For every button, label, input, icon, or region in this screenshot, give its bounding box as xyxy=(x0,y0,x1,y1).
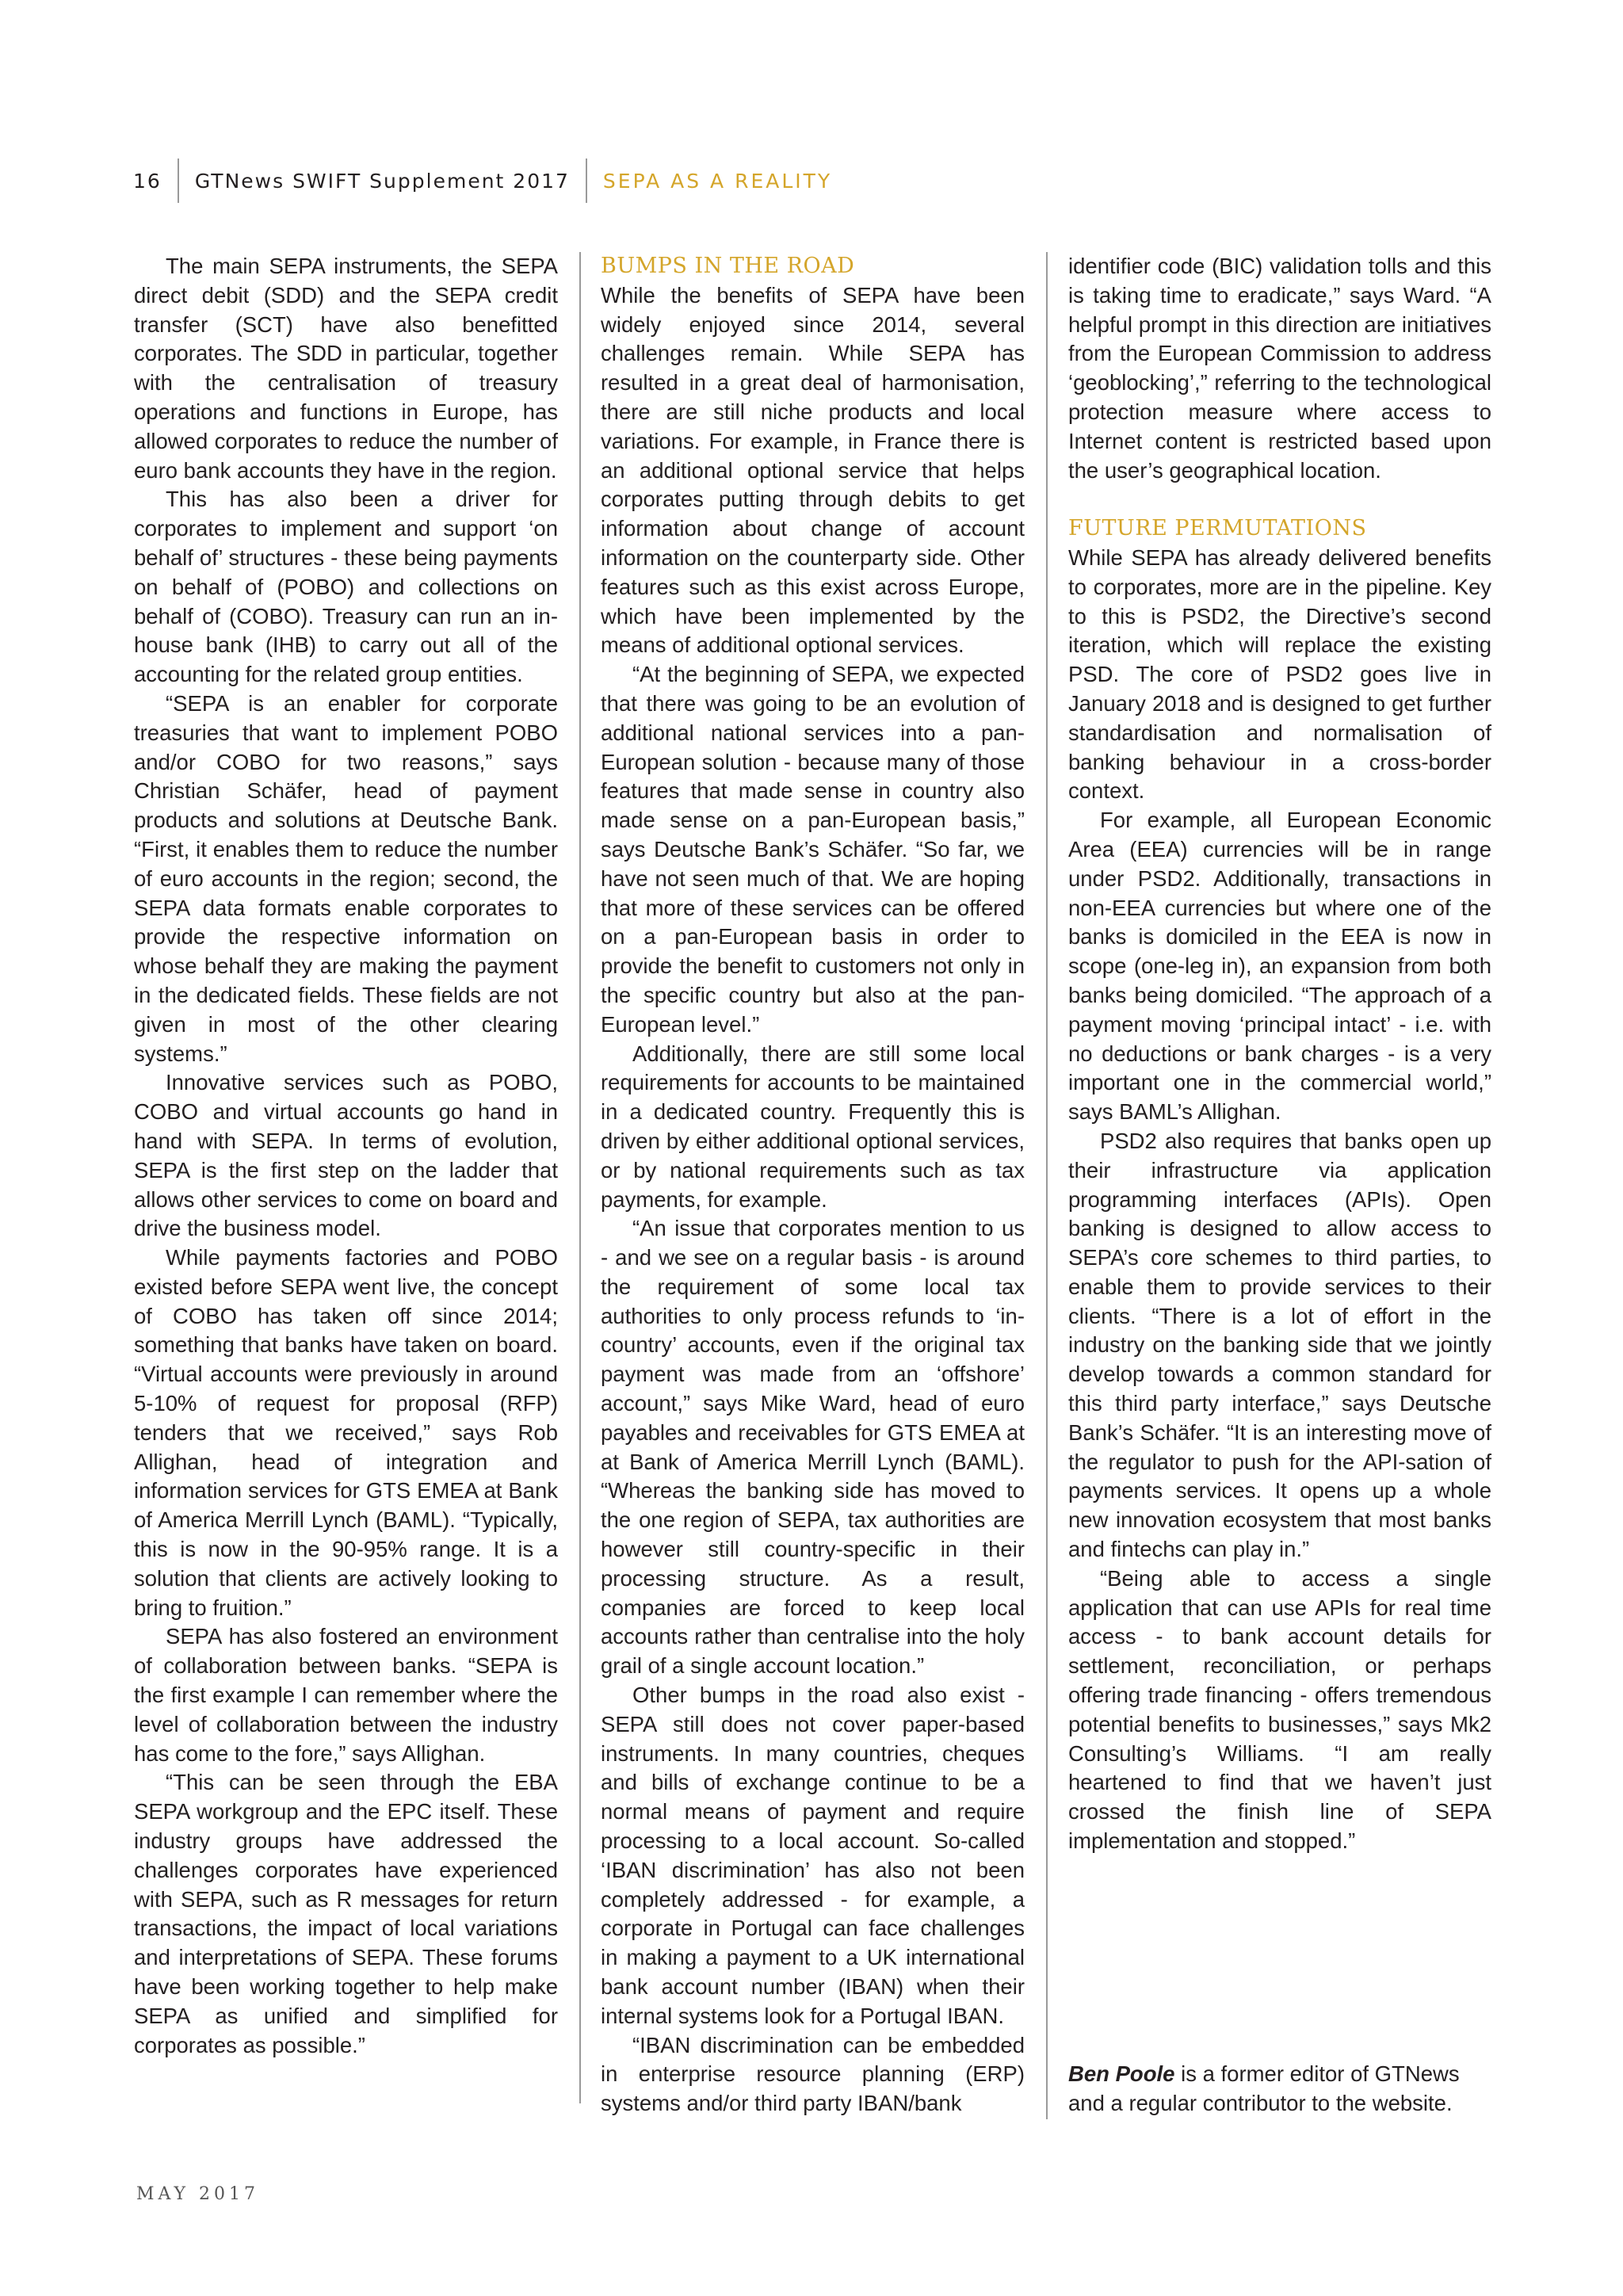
author-name: Ben Poole xyxy=(1068,2061,1175,2086)
section-heading: BUMPS IN THE ROAD xyxy=(601,254,855,278)
author-bio-text: is a former editor of GTNews and a regular contributor to the website. xyxy=(1068,2061,1460,2115)
article-paragraph: “An issue that corporates mention to us - and we see on a regular basis - is around the requirement of some local tax authorities to only process refunds to ‘in-country’ accounts, even if the original tax payment was made from an ‘offshore’ account,” says Mike Ward, head of euro payables and receivables for GTS EMEA at at Bank of America Merrill Lynch (BAML). “Whereas the banking side has moved to the one region of SEPA, tax authorities are however still country-specific in their processing structure. As a result, companies are forced to keep local accounts rather than centralise into the holy grail of a single account location.” xyxy=(601,1216,1025,1679)
column-divider xyxy=(579,252,581,2103)
article-paragraph: The main SEPA instruments, the SEPA direct debit (SDD) and the SEPA credit transfer (SCT) have also benefitted corporates. The SDD in particular, together with the centralisation of treasury operations and functions in Europe, has allowed corporates to reduce the number of euro bank accounts they have in the region. xyxy=(134,254,558,483)
article-paragraph: SEPA has also fostered an environment of collaboration between banks. “SEPA is the first example I can remember where the level of collaboration between the industry has come to the fore,” says Allighan. xyxy=(134,1624,558,1766)
article-paragraph: Additionally, there are still some local requirements for accounts to be maintained in a dedicated country. Frequently this is driven by either additional optional services, or by national requirements such as tax payments, for example. xyxy=(601,1041,1025,1212)
section-heading: FUTURE PERMUTATIONS xyxy=(1068,516,1367,541)
running-header xyxy=(133,159,832,203)
issue-date: MAY 2017 xyxy=(136,2184,260,2204)
publication-title: GTNews SWIFT Supplement 2017 xyxy=(194,169,570,193)
column-divider xyxy=(1046,252,1048,2119)
article-column-1 xyxy=(134,252,558,2060)
article-paragraph: identifier code (BIC) validation tolls and this is taking time to eradicate,” says Ward. “A helpful prompt in this direction are initiatives from the European Commission to address ‘geoblocking’,” referring to the technological protection measure where access to Internet content is restricted based upon the user’s geographical location. xyxy=(1068,254,1491,483)
article-paragraph: “SEPA is an enabler for corporate treasuries that want to implement POBO and/or COBO for two reasons,” says Christian Schäfer, head of payment products and solutions at Deutsche Bank. “First, it enables them to reduce the number of euro accounts in the region; second, the SEPA data formats enable corporates to provide the respective information on whose behalf they are making the payment in the dedicated fields. These fields are not given in most of the other clearing systems.” xyxy=(134,690,558,1066)
article-paragraph: PSD2 also requires that banks open up their infrastructure via application programming interfaces (APIs). Open banking is designed to allow access to SEPA’s core schemes to third parties, to enable them to provide services to their clients. “There is a lot of effort in the industry on the banking side that we jointly develop towards a common standard for this third party interface,” says Deutsche Bank’s Schäfer. “It is an interesting move of the regulator to push for the API-sation of payments services. It opens up a whole new innovation ecosystem that most banks and fintechs can play in.” xyxy=(1068,1128,1491,1562)
author-bio xyxy=(1068,2060,1491,2118)
page-number: 16 xyxy=(133,169,162,193)
article-paragraph: While payments factories and POBO existed before SEPA went live, the concept of COBO has taken off since 2014; something that banks have taken on board. “Virtual accounts were previously in around 5-10% of request for proposal (RFP) tenders that we received,” says Rob Allighan, head of integration and information services for GTS EMEA at Bank of America Merrill Lynch (BAML). “Typically, this is now in the 90-95% range. It is a solution that clients are actively looking to bring to fruition.” xyxy=(134,1245,558,1620)
article-paragraph: “At the beginning of SEPA, we expected that there was going to be an evolution of additional national services into a pan-European solution - because many of those features that made sense in country also made sense on a pan-European basis,” says Deutsche Bank’s Schäfer. “So far, we have not seen much of that. We are hoping that more of these services can be offered on a pan-European basis in order to provide the benefit to customers not only in the specific country but also at the pan-European level.” xyxy=(601,662,1025,1037)
article-column-3 xyxy=(1068,252,1491,1856)
header-divider xyxy=(178,159,179,203)
header-divider xyxy=(586,159,587,203)
article-paragraph: “Being able to access a single application that can use APIs for real time access - to bank account details for settlement, reconciliation, or perhaps offering trade financing - offers tremendous potential benefits to businesses,” says Mk2 Consulting’s Williams. “I am really heartened to find that we haven’t just crossed the finish line of SEPA implementation and stopped.” xyxy=(1068,1565,1491,1854)
article-paragraph: Innovative services such as POBO, COBO and virtual accounts go hand in hand with SEPA. In terms of evolution, SEPA is the first step on the ladder that allows other services to come on board and drive the business model. xyxy=(134,1070,558,1241)
article-paragraph: While the benefits of SEPA have been widely enjoyed since 2014, several challenges remain. While SEPA has resulted in a great deal of harmonisation, there are still niche products and local variations. For example, in France there is an additional optional service that helps corporates putting through debits to get information about change of account information on the counterparty side. Other features such as this exist across Europe, which have been implemented by the means of additional optional services. xyxy=(601,282,1025,658)
article-paragraph: “This can be seen through the EBA SEPA workgroup and the EPC itself. These industry groups have addressed the challenges corporates have experienced with SEPA, such as R messages for return transactions, the impact of local variations and interpretations of SEPA. These forums have been working together to help make SEPA as unified and simplified for corporates as possible.” xyxy=(134,1770,558,2057)
article-paragraph: “IBAN discrimination can be embedded in enterprise resource planning (ERP) systems and/or third party IBAN/bank xyxy=(601,2032,1025,2116)
section-title: SEPA AS A REALITY xyxy=(602,169,833,193)
article-paragraph: This has also been a driver for corporates to implement and support ‘on behalf of’ structures - these being payments on behalf of (POBO) and collections on behalf of (COBO). Treasury can run an in-house bank (IHB) to carry out all of the accounting for the related group entities. xyxy=(134,487,558,687)
article-paragraph: For example, all European Economic Area (EEA) currencies will be in range under PSD2. Additionally, transactions in non-EEA currencies but where one of the banks is domiciled in the EEA is now in scope (one-leg in), an expansion from both banks being domiciled. “The approach of a payment moving ‘principal intact’ - i.e. with no deductions or bank charges - is a very important one in the commercial world,” says BAML’s Allighan. xyxy=(1068,808,1491,1125)
article-paragraph: While SEPA has already delivered benefits to corporates, more are in the pipeline. Key to this is PSD2, the Directive’s second iteration, which will replace the existing PSD. The core of PSD2 goes live in January 2018 and is designed to get further standardisation and normalisation of banking behaviour in a cross-border context. xyxy=(1068,544,1491,804)
article-column-2 xyxy=(601,252,1025,2118)
article-paragraph: Other bumps in the road also exist - SEPA still does not cover paper-based instruments. In many countries, cheques and bills of exchange continue to be a normal means of payment and require processing to a local account. So-called ‘IBAN discrimination’ has also not been completely addressed - for example, a corporate in Portugal can face challenges in making a payment to a UK international bank account number (IBAN) when their internal systems look for a Portugal IBAN. xyxy=(601,1683,1025,2028)
